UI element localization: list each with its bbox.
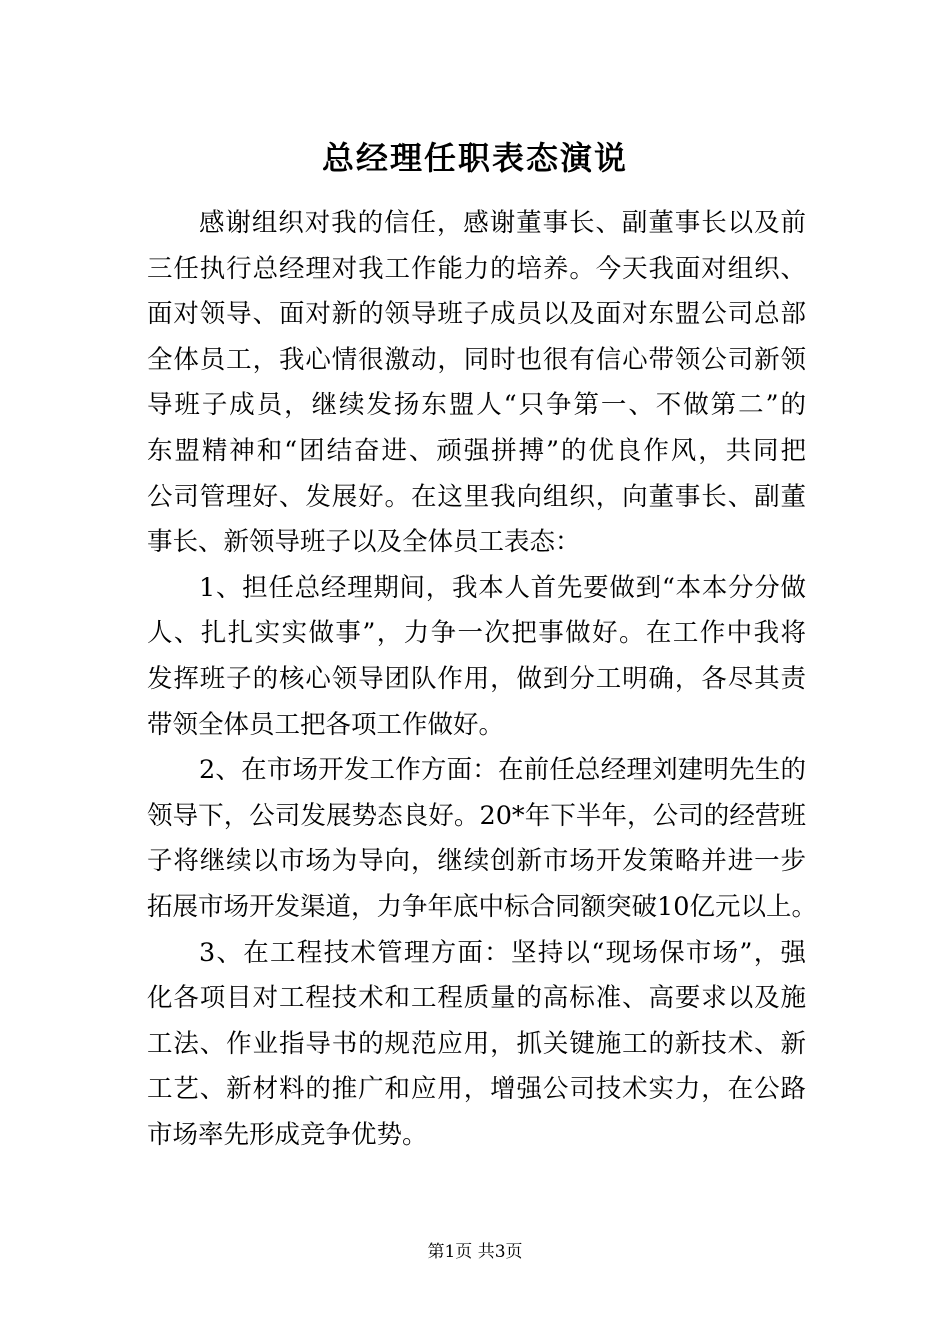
paragraph-line: 东盟精神和“团结奋进、顽强拼搏”的优良作风，共同把	[147, 435, 806, 466]
paragraph-line: 公司管理好、发展好。在这里我向组织，向董事长、副董	[147, 481, 806, 512]
paragraph-line: 导班子成员，继续发扬东盟人“只争第一、不做第二”的	[147, 390, 806, 421]
paragraph-line: 人、扎扎实实做事”，力争一次把事做好。在工作中我将	[147, 618, 806, 649]
paragraph-line: 发挥班子的核心领导团队作用，做到分工明确，各尽其责	[147, 663, 806, 694]
paragraph-line: 子将继续以市场为导向，继续创新市场开发策略并进一步	[147, 846, 806, 877]
paragraph-3	[147, 748, 817, 930]
paragraph-line: 1、担任总经理期间，我本人首先要做到“本本分分做	[199, 572, 806, 603]
paragraph-line: 化各项目对工程技术和工程质量的高标准、高要求以及施	[147, 983, 806, 1014]
paragraph-line: 面对领导、面对新的领导班子成员以及面对东盟公司总部	[147, 299, 806, 330]
paragraph-line: 全体员工，我心情很激动，同时也很有信心带领公司新领	[147, 344, 806, 375]
paragraph-line: 事长、新领导班子以及全体员工表态：	[147, 527, 581, 558]
paragraph-line: 带领全体员工把各项工作做好。	[147, 709, 505, 740]
paragraph-line: 拓展市场开发渠道，力争年底中标合同额突破10亿元以上。	[147, 891, 817, 922]
paragraph-line: 2、在市场开发工作方面：在前任总经理刘建明先生的	[199, 755, 806, 786]
paragraph-4	[147, 931, 806, 1159]
page-footer: 第1页 共3页	[427, 1242, 523, 1262]
paragraph-line: 3、在工程技术管理方面：坚持以“现场保市场”，强	[199, 937, 806, 968]
document-body	[147, 201, 817, 1158]
paragraph-line: 三任执行总经理对我工作能力的培养。今天我面对组织、	[147, 253, 806, 284]
document-title: 总经理任职表态演说	[321, 139, 628, 177]
paragraph-1	[147, 201, 806, 566]
paragraph-line: 工法、作业指导书的规范应用，抓关键施工的新技术、新	[147, 1028, 806, 1059]
paragraph-line: 工艺、新材料的推广和应用，增强公司技术实力，在公路	[147, 1074, 806, 1105]
paragraph-2	[147, 566, 806, 748]
paragraph-line: 市场率先形成竞争优势。	[147, 1119, 428, 1150]
paragraph-line: 领导下，公司发展势态良好。20*年下半年，公司的经营班	[147, 800, 806, 831]
paragraph-line: 感谢组织对我的信任，感谢董事长、副董事长以及前	[199, 208, 806, 238]
